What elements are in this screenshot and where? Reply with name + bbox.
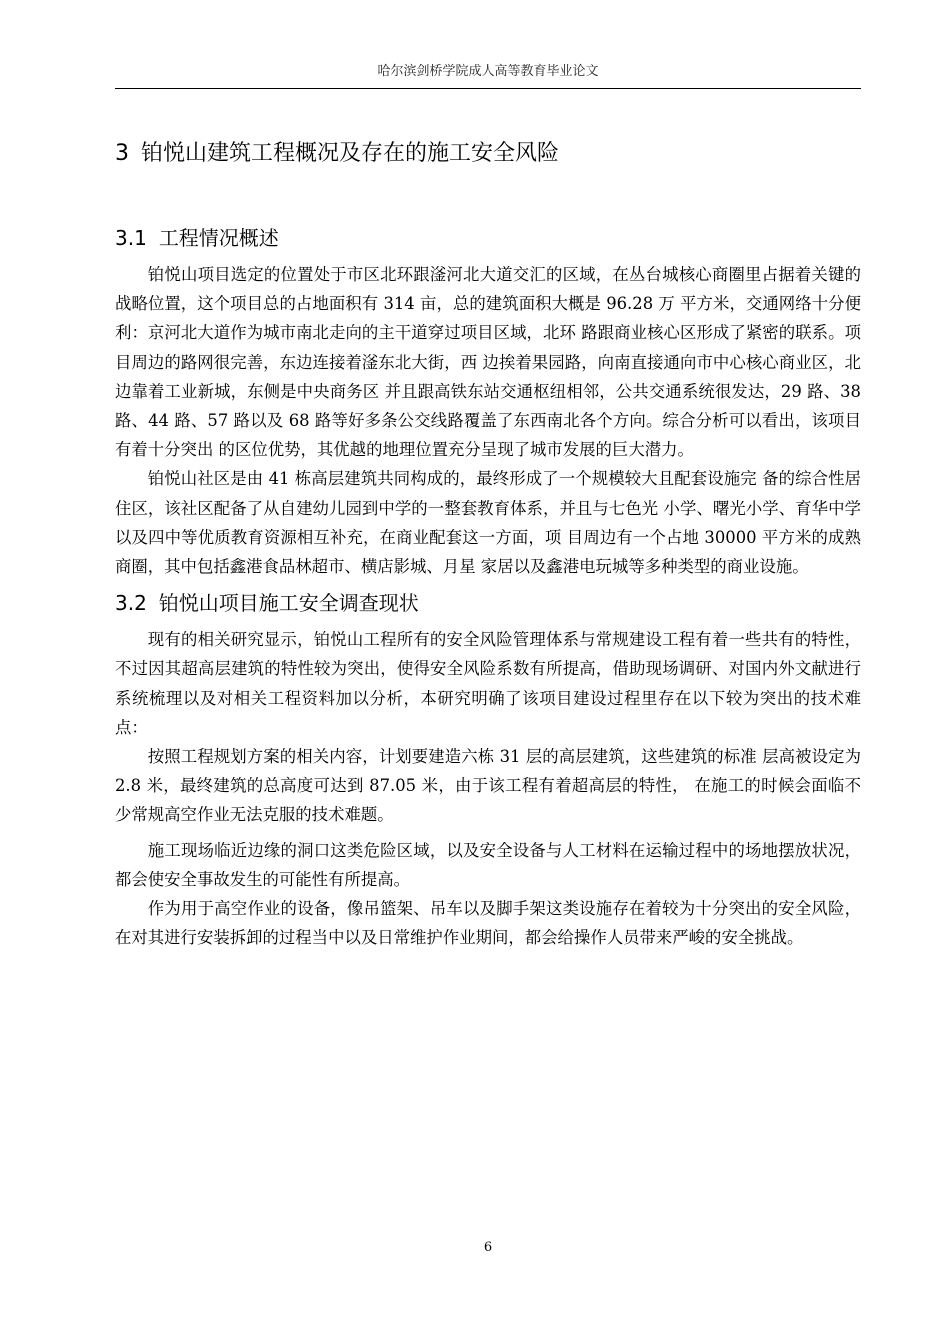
page-number-value: 6 xyxy=(483,1240,493,1255)
section-title: 工程情况概述 xyxy=(158,226,279,250)
header-divider xyxy=(115,88,861,89)
page-number xyxy=(115,1238,861,1258)
section-number: 3.2 xyxy=(115,591,147,616)
chapter-title: 铂悦山建筑工程概况及存在的施工安全风险 xyxy=(141,141,560,166)
section-heading-3-2 xyxy=(115,587,861,619)
section-number: 3.1 xyxy=(115,226,147,250)
page-body xyxy=(115,138,861,952)
body-paragraph: 铂悦山社区是由 41 栋高层建筑共同构成的，最终形成了一个规模较大且配套设施完 备的综合性居住区，该社区配备了从自建幼儿园到中学的一整套教育体系，并且与七色光 小学、曙光小学、育华中学以及四中等优质教育资源相互补充，在商业配套这一方面，项 目周边有一个占地 30000 平方米的成熟商圈，其中包括鑫港食品林超市、横店影城、月星 家居以及鑫港电玩城等多种类型的商业设施。 xyxy=(115,469,861,577)
body-paragraph: 现有的相关研究显示，铂悦山工程所有的安全风险管理体系与常规建设工程有着一些共有的特性，不过因其超高层建筑的特性较为突出，使得安全风险系数有所提高，借助现场调研、对国内外文献进行系统梳理以及对相关工程资料加以分析，本研究明确了该项目建设过程里存在以下较为突出的技术难点： xyxy=(115,630,861,737)
body-paragraph: 作为用于高空作业的设备，像吊篮架、吊车以及脚手架这类设施存在着较为十分突出的安全风险，在对其进行安装拆卸的过程当中以及日常维护作业期间，都会给操作人员带来严峻的安全挑战。 xyxy=(115,899,861,948)
section-heading-3-1 xyxy=(115,222,861,254)
body-paragraph: 铂悦山项目选定的位置处于市区北环跟滏河北大道交汇的区域，在丛台城核心商圈里占据着关键的战略位置，这个项目总的占地面积有 314 亩，总的建筑面积大概是 96.28 万 平方米，交通网络十分便利：京河北大道作为城市南北走向的主干道穿过项目区域，北环 路跟商业核心区形成了紧密的联系。项目周边的路网很完善，东边连接着滏东北大街，西 边挨着果园路，向南直接通向市中心核心商业区，北边靠着工业新城，东侧是中央商务区 并且跟高铁东站交通枢纽相邻，公共交通系统很发达，29 路、38 路、44 路、57 路以及 68 路等好多条公交线路覆盖了东西南北各个方向。综合分析可以看出，该项目有着十分突出 的区位优势，其优越的地理位置充分呈现了城市发展的巨大潜力。 xyxy=(115,265,861,460)
body-paragraph: 施工现场临近边缘的洞口这类危险区域，以及安全设备与人工材料在运输过程中的场地摆放状况，都会使安全事故发生的可能性有所提高。 xyxy=(115,840,861,889)
running-header-title: 哈尔滨剑桥学院成人高等教育毕业论文 xyxy=(377,64,599,79)
running-header xyxy=(115,62,861,82)
body-paragraph: 按照工程规划方案的相关内容，计划要建造六栋 31 层的高层建筑，这些建筑的标准 层高被设定为 2.8 米，最终建筑的总高度可达到 87.05 米，由于该工程有着超高层的特性， 在施工的时候会面临不少常规高空作业无法克服的技术难题。 xyxy=(115,747,861,825)
chapter-number: 3 xyxy=(115,141,129,166)
section-title: 铂悦山项目施工安全调查现状 xyxy=(158,591,419,616)
chapter-heading xyxy=(115,138,861,170)
